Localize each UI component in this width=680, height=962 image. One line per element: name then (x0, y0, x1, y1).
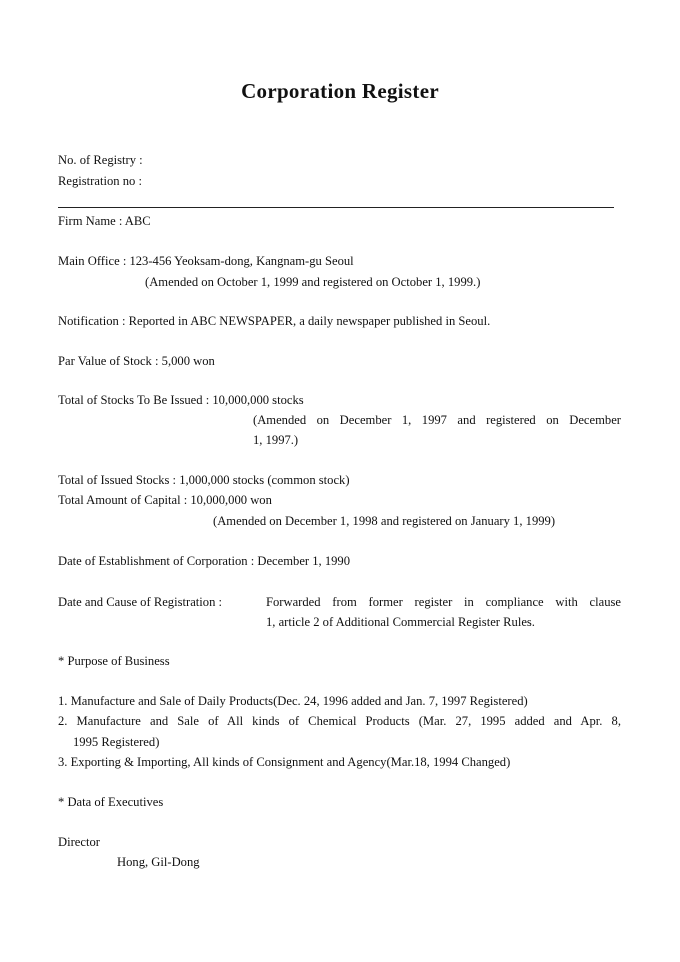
stocks-to-issue: Total of Stocks To Be Issued : 10,000,000 stocks (58, 393, 304, 407)
no-of-registry: No. of Registry : (58, 153, 143, 167)
executive-role: Director (58, 835, 100, 849)
page-title: Corporation Register (241, 79, 439, 103)
divider (58, 207, 614, 208)
firm-name: Firm Name : ABC (58, 214, 151, 228)
par-value: Par Value of Stock : 5,000 won (58, 354, 215, 368)
stocks-to-issue-amendment-cont: 1, 1997.) (253, 433, 299, 447)
notification: Notification : Reported in ABC NEWSPAPER, a daily newspaper published in Seoul. (58, 314, 491, 328)
purpose-item-1: 1. Manufacture and Sale of Daily Products(Dec. 24, 1996 added and Jan. 7, 1997 Registered) (58, 694, 528, 708)
purpose-item-2: 2. Manufacture and Sale of All kinds of Chemical Products (Mar. 27, 1995 added and Apr. 8, (58, 714, 621, 728)
executives-heading: * Data of Executives (58, 795, 164, 809)
registration-cause-cont: 1, article 2 of Additional Commercial Register Rules. (266, 615, 535, 629)
establishment-date: Date of Establishment of Corporation : December 1, 1990 (58, 554, 351, 568)
registration-no: Registration no : (58, 174, 142, 188)
issued-stocks: Total of Issued Stocks : 1,000,000 stocks (common stock) (58, 473, 350, 487)
stocks-to-issue-amendment: (Amended on December 1, 1997 and registered on December (253, 413, 621, 427)
purpose-item-3: 3. Exporting & Importing, All kinds of Consignment and Agency(Mar.18, 1994 Changed) (58, 755, 511, 769)
registration-cause: Forwarded from former register in compliance with clause (266, 595, 621, 609)
purpose-heading: * Purpose of Business (58, 654, 170, 668)
capital-amendment: (Amended on December 1, 1998 and registered on January 1, 1999) (213, 514, 556, 528)
registration-cause-label: Date and Cause of Registration : (58, 595, 223, 609)
main-office-amendment: (Amended on October 1, 1999 and registered on October 1, 1999.) (145, 275, 481, 289)
executive-name: Hong, Gil-Dong (117, 855, 200, 869)
main-office: Main Office : 123-456 Yeoksam-dong, Kangnam-gu Seoul (58, 254, 354, 268)
total-capital: Total Amount of Capital : 10,000,000 won (58, 493, 272, 507)
purpose-item-2-cont: 1995 Registered) (73, 735, 160, 749)
